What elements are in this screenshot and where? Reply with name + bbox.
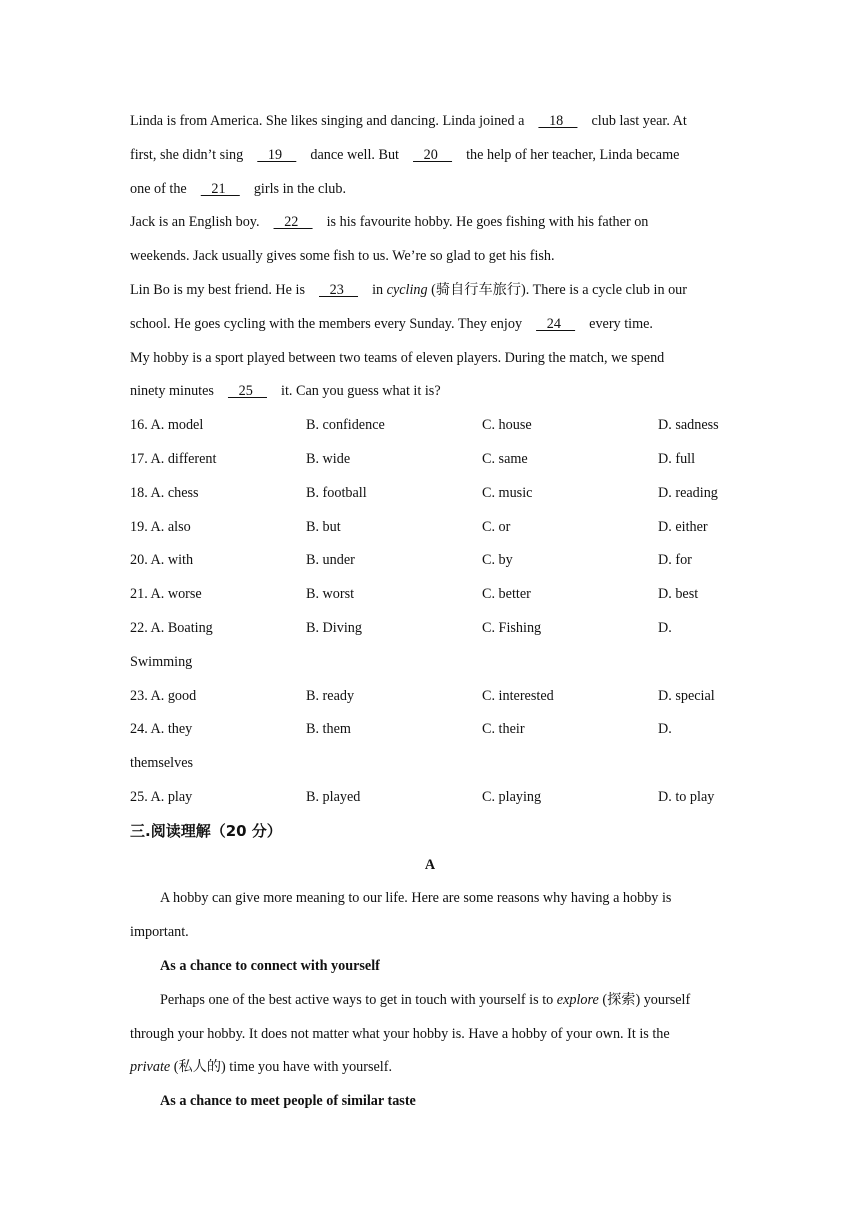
reading-text: Perhaps one of the best active ways to get in touch with yourself is to <box>160 991 554 1008</box>
option-a: 17. A. different <box>130 450 217 467</box>
option-b: B. but <box>306 518 341 535</box>
option-row <box>130 713 730 747</box>
passage-text: club last year. At <box>591 113 687 129</box>
option-c: C. house <box>482 417 532 434</box>
option-c: C. same <box>482 450 528 467</box>
blank-22: 22 <box>273 214 313 231</box>
option-row <box>130 409 730 443</box>
option-c: C. by <box>482 552 513 569</box>
option-c: C. Fishing <box>482 619 542 636</box>
option-b: B. football <box>306 484 367 501</box>
passage-line <box>130 105 730 139</box>
passage-text: one of the <box>130 180 187 197</box>
passage-text: dance well. But <box>310 146 399 163</box>
passage-text: Jack is an English boy. <box>130 214 260 231</box>
option-c: C. music <box>482 484 533 501</box>
option-row <box>130 443 730 477</box>
option-c: C. their <box>482 721 525 738</box>
option-wrap-line <box>130 646 730 680</box>
passage-line <box>130 206 730 240</box>
option-b: B. worst <box>306 586 355 603</box>
option-wrap-line <box>130 747 730 781</box>
passage-text: it. Can you guess what it is? <box>281 383 441 400</box>
option-row <box>130 578 730 612</box>
blank-21: 21 <box>200 180 240 197</box>
option-row <box>130 477 730 511</box>
option-a: 21. A. worse <box>130 586 202 603</box>
option-a: 16. A. model <box>130 417 204 434</box>
passage-text: the help of her teacher, Linda became <box>466 146 680 163</box>
passage-text: is his favourite hobby. He goes fishing with his father on <box>326 214 649 231</box>
option-d: D. best <box>658 586 699 603</box>
option-b: B. under <box>306 552 355 569</box>
reading-text: (探索) yourself <box>602 991 691 1008</box>
option-a: 23. A. good <box>130 687 197 704</box>
document-page <box>130 105 730 1119</box>
option-d: D. <box>658 721 672 738</box>
option-d-wrapped: themselves <box>130 755 194 772</box>
blank-25: 25 <box>227 383 267 400</box>
passage-line <box>130 308 730 342</box>
passage-text: (骑自行车旅行). There is a cycle club in our <box>431 281 688 298</box>
passage-line <box>130 274 730 308</box>
option-a: 22. A. Boating <box>130 619 213 636</box>
option-a: 19. A. also <box>130 518 191 535</box>
passage-text: weekends. Jack usually gives some fish to us. We’re so glad to get his fish. <box>130 248 555 265</box>
option-d: D. special <box>658 687 715 704</box>
option-d: D. <box>658 619 672 636</box>
passage-text: every time. <box>589 315 653 332</box>
passage-text: in <box>372 281 384 298</box>
blank-18: 18 <box>538 113 578 129</box>
passage-text: first, she didn’t sing <box>130 146 244 163</box>
option-b: B. ready <box>306 687 355 704</box>
italic-term: cycling <box>386 281 428 298</box>
passage-text: Linda is from America. She likes singing and dancing. Linda joined a <box>130 113 525 129</box>
reading-line <box>130 916 730 950</box>
option-d: D. full <box>658 450 696 467</box>
passage-line <box>130 375 730 409</box>
option-b: B. wide <box>306 450 351 467</box>
reading-line <box>130 1018 730 1052</box>
option-a: 24. A. they <box>130 721 193 738</box>
passage-line <box>130 139 730 173</box>
option-c: C. interested <box>482 687 554 704</box>
italic-term: private <box>130 1059 171 1076</box>
option-c: C. playing <box>482 788 542 805</box>
passage-text: school. He goes cycling with the members every Sunday. They enjoy <box>130 315 523 332</box>
reading-line <box>130 1051 730 1085</box>
option-row <box>130 544 730 578</box>
reading-text: A hobby can give more meaning to our life. Here are some reasons why having a hobby is <box>160 890 672 907</box>
subheading: As a chance to connect with yourself <box>160 957 380 974</box>
reading-line <box>130 882 730 916</box>
italic-term: explore <box>556 991 599 1008</box>
option-d: D. either <box>658 518 708 535</box>
option-d: D. sadness <box>658 417 719 434</box>
option-d-wrapped: Swimming <box>130 653 193 670</box>
option-b: B. Diving <box>306 619 362 636</box>
option-d: D. to play <box>658 788 715 805</box>
reading-text: (私人的) time you have with yourself. <box>173 1059 393 1076</box>
option-row <box>130 511 730 545</box>
passage-text: ninety minutes <box>130 383 214 400</box>
blank-24: 24 <box>536 315 576 332</box>
option-b: B. them <box>306 721 351 738</box>
option-c: C. or <box>482 518 511 535</box>
passage-line <box>130 173 730 207</box>
section-heading: 三.阅读理解（20 分） <box>130 821 282 840</box>
option-b: B. played <box>306 788 361 805</box>
option-b: B. confidence <box>306 417 385 434</box>
passage-text: girls in the club. <box>253 180 347 197</box>
passage-line <box>130 342 730 376</box>
blank-20: 20 <box>413 146 453 163</box>
passage-text: My hobby is a sport played between two teams of eleven players. During the match, we spend <box>130 349 665 366</box>
reading-line <box>130 984 730 1018</box>
blank-23: 23 <box>319 281 359 298</box>
option-row <box>130 781 730 815</box>
passage-line <box>130 240 730 274</box>
blank-19: 19 <box>257 146 297 163</box>
passage-text: Lin Bo is my best friend. He is <box>130 281 305 298</box>
option-a: 25. A. play <box>130 788 193 805</box>
option-a: 18. A. chess <box>130 484 199 501</box>
passage-title: A <box>424 856 436 873</box>
reading-text: important. <box>130 924 189 941</box>
option-row <box>130 680 730 714</box>
option-d: D. for <box>658 552 692 569</box>
option-c: C. better <box>482 586 531 603</box>
subheading: As a chance to meet people of similar taste <box>160 1093 416 1110</box>
option-a: 20. A. with <box>130 552 194 569</box>
option-d: D. reading <box>658 484 718 501</box>
reading-text: through your hobby. It does not matter what your hobby is. Have a hobby of your own. It is the <box>130 1025 670 1042</box>
option-row <box>130 612 730 646</box>
